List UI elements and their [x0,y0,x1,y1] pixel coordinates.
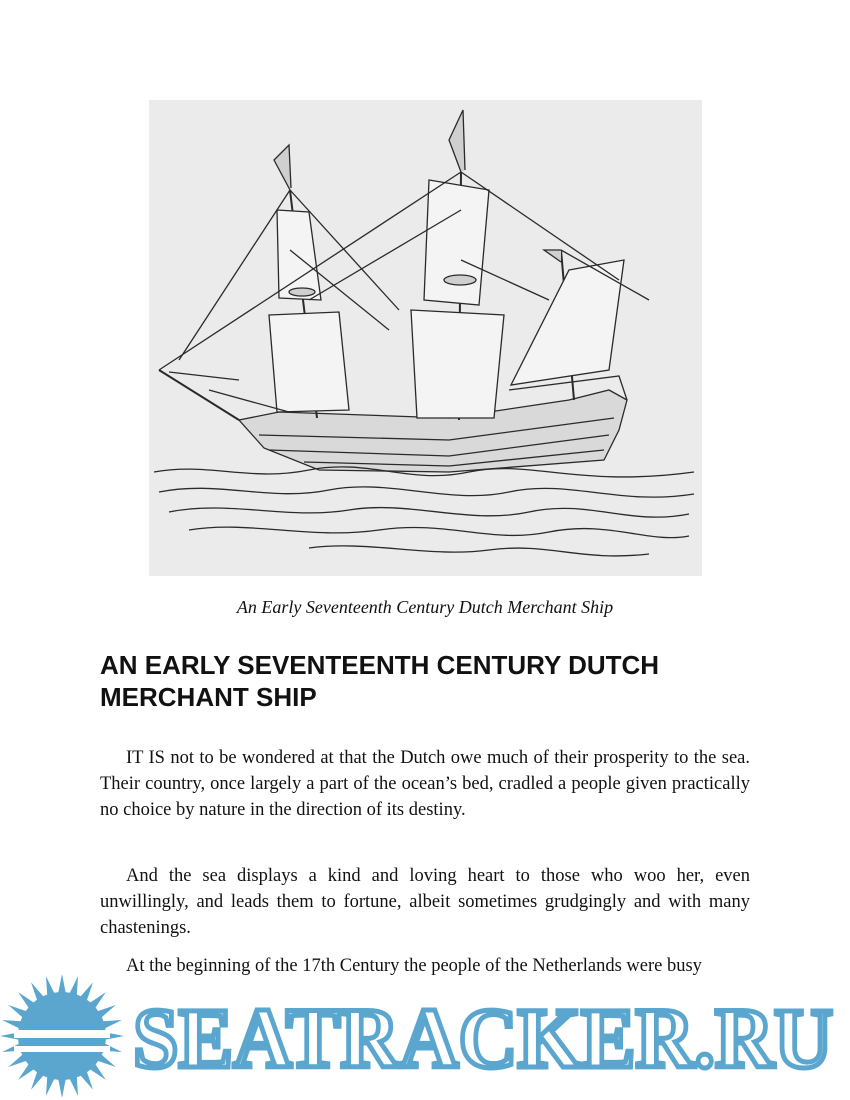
ship-illustration [149,100,702,576]
ship-drawing [149,100,702,576]
watermark [0,970,850,1100]
page-title: AN EARLY SEVENTEENTH CENTURY DUTCH MERCHANT SHIP [100,650,660,712]
body-paragraph: IT IS not to be wondered at that the Dutch owe much of their prosperity to the sea. Their country, once largely a part of the ocean’s bed, cradled a people given practically no choice by nature in the direction of its destiny. [100,748,750,820]
figure-caption: An Early Seventeenth Century Dutch Merchant Ship [236,597,614,617]
watermark-text: SEATRACKER.RU [133,990,833,1086]
watermark-logo [0,970,850,1100]
body-paragraph: At the beginning of the 17th Century the people of the Netherlands were busy [126,956,702,976]
sun-burst-icon [0,974,124,1098]
body-paragraph: And the sea displays a kind and loving heart to those who woo her, even unwillingly, and leads them to fortune, albeit sometimes grudgingly and with many chastenings. [100,866,750,938]
